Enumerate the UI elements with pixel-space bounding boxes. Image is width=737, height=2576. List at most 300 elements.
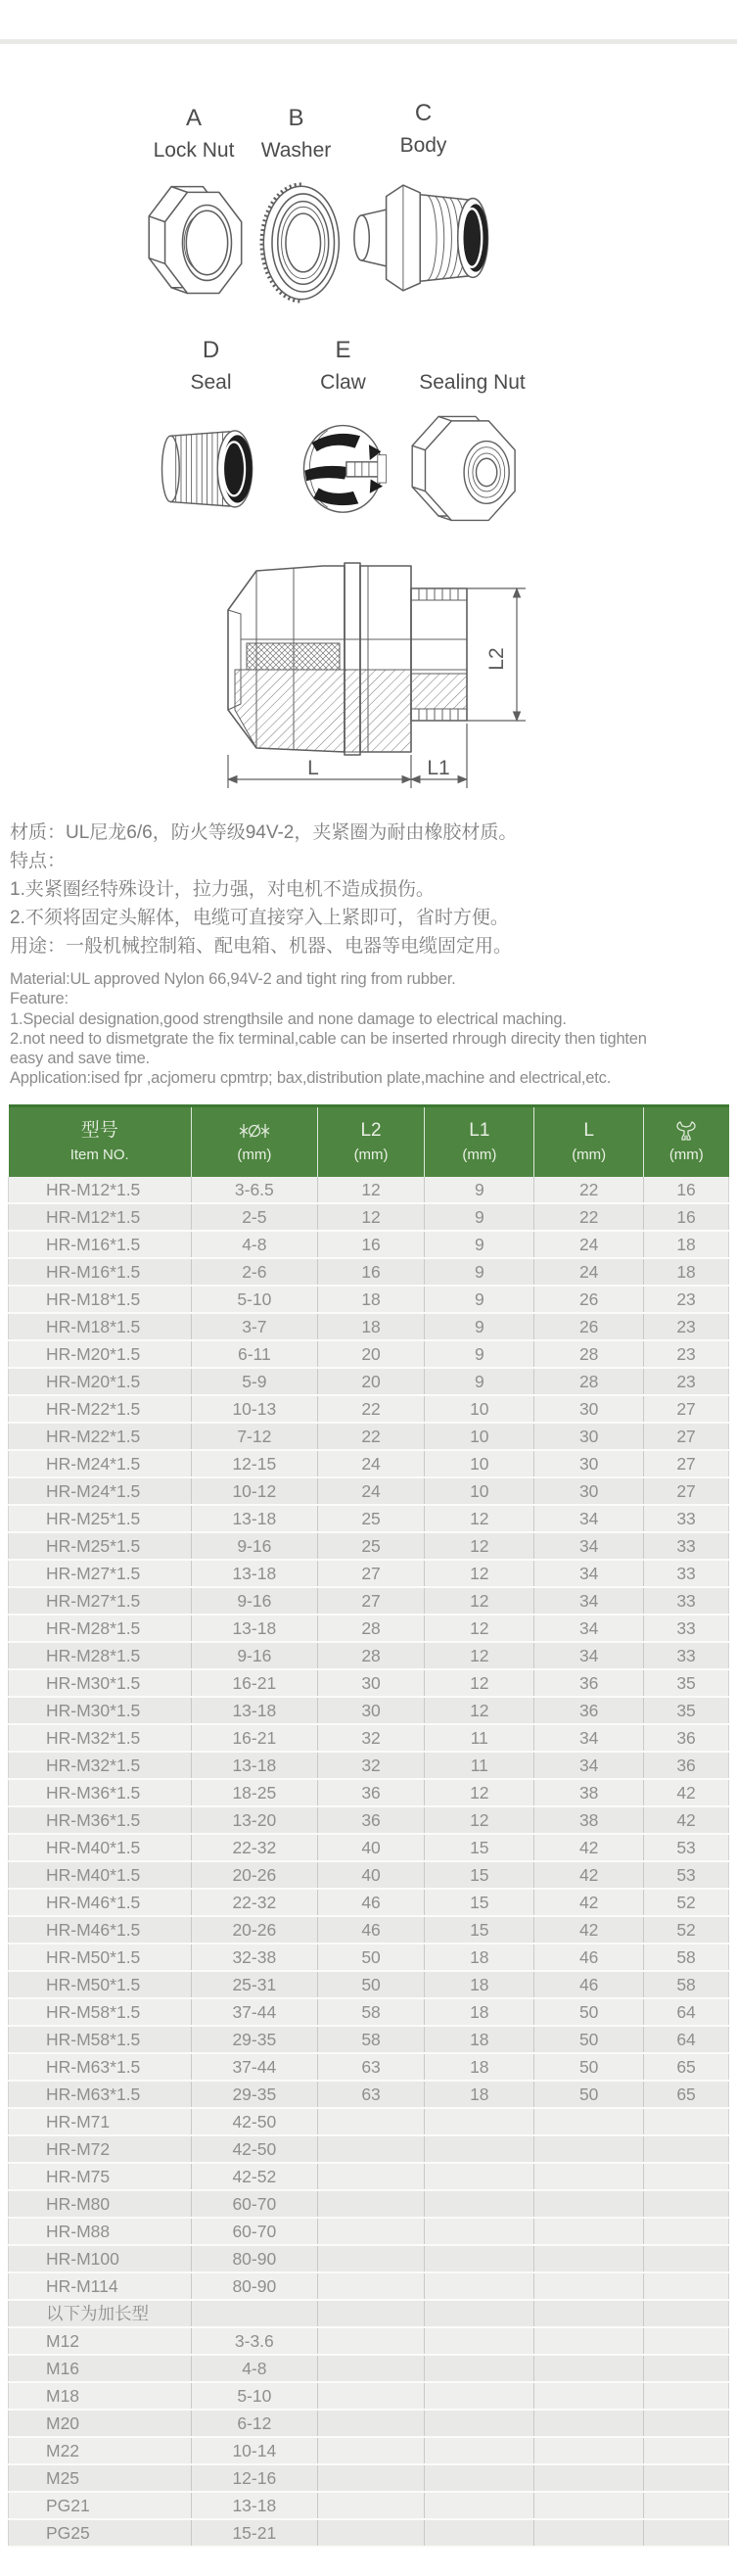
value-cell: 9 <box>425 1368 534 1395</box>
table-row <box>9 2245 729 2272</box>
item-no-cell: HR-M63*1.5 <box>9 2081 192 2108</box>
value-cell: 4-8 <box>191 1231 317 1258</box>
item-no-cell: HR-M75 <box>9 2163 192 2190</box>
value-cell: 5-9 <box>191 1368 317 1395</box>
value-cell: 12 <box>317 1203 425 1231</box>
value-cell: 42 <box>534 1889 644 1916</box>
value-cell: 42-50 <box>191 2108 317 2135</box>
value-cell <box>644 2492 729 2519</box>
part-name: Lock Nut <box>153 139 235 162</box>
value-cell: 58 <box>317 2026 425 2053</box>
item-no-cell: HR-M50*1.5 <box>9 1971 192 1998</box>
value-cell: 42 <box>534 1861 644 1889</box>
value-cell: 15 <box>425 1889 534 1916</box>
en-feature-2b: easy and save time. <box>10 1050 150 1068</box>
value-cell: 42 <box>644 1779 729 1806</box>
value-cell: 18 <box>425 1944 534 1971</box>
dim-l1-label: L1 <box>427 757 450 779</box>
value-cell <box>425 2410 534 2437</box>
part-letter: B <box>288 105 304 131</box>
item-no-cell: M22 <box>9 2437 192 2464</box>
value-cell <box>644 2300 729 2327</box>
value-cell: 34 <box>534 1505 644 1532</box>
table-row <box>9 2081 729 2108</box>
part-name: Sealing Nut <box>419 371 526 394</box>
item-no-cell: HR-M32*1.5 <box>9 1752 192 1779</box>
value-cell <box>425 2272 534 2300</box>
value-cell: 22 <box>534 1203 644 1231</box>
value-cell <box>191 2300 317 2327</box>
value-cell: 30 <box>317 1669 425 1697</box>
value-cell <box>425 2135 534 2163</box>
item-no-cell: HR-M63*1.5 <box>9 2053 192 2081</box>
value-cell <box>317 2519 425 2547</box>
value-cell: 22 <box>534 1177 644 1203</box>
value-cell <box>425 2190 534 2218</box>
table-row <box>9 1889 729 1916</box>
value-cell: 65 <box>644 2053 729 2081</box>
cn-feature-2: 2.不须将固定头解体，电缆可直接穿入上紧即可，省时方便。 <box>10 908 509 928</box>
item-no-cell: HR-M30*1.5 <box>9 1669 192 1697</box>
item-no-cell: HR-M12*1.5 <box>9 1203 192 1231</box>
table-row <box>9 1752 729 1779</box>
value-cell: 11 <box>425 1724 534 1752</box>
value-cell: 30 <box>317 1697 425 1724</box>
value-cell <box>317 2218 425 2245</box>
item-no-cell: HR-M22*1.5 <box>9 1423 192 1450</box>
value-cell: 60-70 <box>191 2190 317 2218</box>
table-row <box>9 1395 729 1423</box>
value-cell <box>534 2135 644 2163</box>
value-cell: 12-15 <box>191 1450 317 1477</box>
value-cell: 42 <box>534 1834 644 1861</box>
item-no-cell: HR-M25*1.5 <box>9 1505 192 1532</box>
value-cell: 9 <box>425 1286 534 1313</box>
value-cell: 12-16 <box>191 2464 317 2492</box>
value-cell <box>317 2300 425 2327</box>
en-material-line: Material:UL approved Nylon 66,94V-2 and tight ring from rubber. <box>10 970 456 988</box>
value-cell: 65 <box>644 2081 729 2108</box>
value-cell <box>644 2437 729 2464</box>
value-cell: 28 <box>534 1368 644 1395</box>
value-cell: 28 <box>317 1615 425 1642</box>
value-cell: 36 <box>317 1779 425 1806</box>
value-cell: 63 <box>317 2081 425 2108</box>
value-cell: 80-90 <box>191 2272 317 2300</box>
table-row <box>9 2492 729 2519</box>
value-cell: 25 <box>317 1532 425 1560</box>
table-row <box>9 1615 729 1642</box>
table-row <box>9 1505 729 1532</box>
top-divider <box>0 39 737 44</box>
value-cell: 2-5 <box>191 1203 317 1231</box>
value-cell: 12 <box>425 1560 534 1587</box>
value-cell: 27 <box>317 1560 425 1587</box>
table-row <box>9 1697 729 1724</box>
col-header-l1-unit: (mm) <box>462 1147 497 1163</box>
value-cell: 3-6.5 <box>191 1177 317 1203</box>
col-header-item-no <box>9 1106 192 1178</box>
value-cell: 30 <box>534 1395 644 1423</box>
value-cell: 18 <box>425 1971 534 1998</box>
item-no-cell: HR-M28*1.5 <box>9 1615 192 1642</box>
value-cell: 58 <box>317 1998 425 2026</box>
value-cell: 18 <box>644 1231 729 1258</box>
table-row <box>9 1258 729 1286</box>
body-drawing <box>338 163 514 311</box>
table-row <box>9 1971 729 1998</box>
value-cell <box>534 2300 644 2327</box>
value-cell <box>425 2300 534 2327</box>
item-no-cell: HR-M36*1.5 <box>9 1806 192 1834</box>
value-cell <box>317 2464 425 2492</box>
value-cell <box>317 2355 425 2382</box>
value-cell: 6-12 <box>191 2410 317 2437</box>
value-cell <box>534 2437 644 2464</box>
table-row <box>9 2053 729 2081</box>
value-cell <box>317 2163 425 2190</box>
table-row <box>9 1916 729 1944</box>
value-cell <box>534 2382 644 2410</box>
item-no-cell: HR-M18*1.5 <box>9 1286 192 1313</box>
col-header-l2-label: L2 <box>360 1120 382 1141</box>
table-row <box>9 2135 729 2163</box>
value-cell: 12 <box>425 1532 534 1560</box>
dim-l2-label: L2 <box>485 647 508 671</box>
value-cell: 9 <box>425 1258 534 1286</box>
value-cell <box>317 2437 425 2464</box>
value-cell: 42 <box>644 1806 729 1834</box>
sealing-nut-drawing <box>377 399 568 537</box>
value-cell: 60-70 <box>191 2218 317 2245</box>
value-cell: 24 <box>534 1231 644 1258</box>
value-cell <box>425 2492 534 2519</box>
value-cell: 13-18 <box>191 1505 317 1532</box>
part-name: Body <box>399 134 447 157</box>
value-cell: 36 <box>534 1669 644 1697</box>
value-cell: 7-12 <box>191 1423 317 1450</box>
value-cell: 15 <box>425 1834 534 1861</box>
value-cell <box>425 2163 534 2190</box>
col-header-l1 <box>425 1106 534 1178</box>
value-cell: 53 <box>644 1834 729 1861</box>
value-cell: 38 <box>534 1806 644 1834</box>
value-cell <box>425 2245 534 2272</box>
value-cell <box>644 2327 729 2355</box>
item-no-cell: HR-M27*1.5 <box>9 1587 192 1615</box>
value-cell: 34 <box>534 1560 644 1587</box>
value-cell: 63 <box>317 2053 425 2081</box>
table-row <box>9 1861 729 1889</box>
cn-application-line: 用途：一般机械控制箱、配电箱、机器、电器等电缆固定用。 <box>10 936 513 957</box>
value-cell: 16-21 <box>191 1669 317 1697</box>
value-cell: 52 <box>644 1889 729 1916</box>
cable-diameter-icon <box>192 1119 317 1143</box>
table-row <box>9 2026 729 2053</box>
table-row <box>9 2272 729 2300</box>
value-cell <box>425 2327 534 2355</box>
value-cell: 9-16 <box>191 1532 317 1560</box>
part-name: Washer <box>260 139 332 162</box>
value-cell: 13-20 <box>191 1806 317 1834</box>
value-cell: 38 <box>534 1779 644 1806</box>
value-cell <box>534 2218 644 2245</box>
value-cell: 18 <box>425 1998 534 2026</box>
col-header-l-label: L <box>583 1120 594 1141</box>
value-cell: 20 <box>317 1368 425 1395</box>
table-row <box>9 2464 729 2492</box>
value-cell: 36 <box>644 1752 729 1779</box>
value-cell: 50 <box>317 1971 425 1998</box>
part-letter: E <box>335 337 351 363</box>
value-cell: 32 <box>317 1724 425 1752</box>
item-no-cell: PG25 <box>9 2519 192 2547</box>
value-cell: 40 <box>317 1834 425 1861</box>
table-row <box>9 1779 729 1806</box>
value-cell: 6-11 <box>191 1340 317 1368</box>
item-no-cell: HR-M72 <box>9 2135 192 2163</box>
value-cell: 46 <box>534 1971 644 1998</box>
item-no-cell: HR-M40*1.5 <box>9 1861 192 1889</box>
value-cell: 15 <box>425 1861 534 1889</box>
value-cell: 25 <box>317 1505 425 1532</box>
dim-l-label: L <box>307 757 319 779</box>
value-cell <box>644 2355 729 2382</box>
part-letter: C <box>414 100 433 126</box>
value-cell: 9 <box>425 1340 534 1368</box>
value-cell: 26 <box>534 1313 644 1340</box>
value-cell: 23 <box>644 1313 729 1340</box>
value-cell: 9 <box>425 1313 534 1340</box>
table-row <box>9 1203 729 1231</box>
value-cell: 18 <box>425 2026 534 2053</box>
table-header-row <box>9 1106 729 1178</box>
spec-table <box>8 1104 729 2548</box>
value-cell: 18 <box>425 2053 534 2081</box>
value-cell <box>644 2108 729 2135</box>
value-cell: 34 <box>534 1615 644 1642</box>
item-no-cell: HR-M58*1.5 <box>9 2026 192 2053</box>
value-cell <box>644 2272 729 2300</box>
item-no-cell: HR-M100 <box>9 2245 192 2272</box>
value-cell: 50 <box>534 2053 644 2081</box>
value-cell: 13-18 <box>191 1560 317 1587</box>
col-header-clamping-unit: (mm) <box>237 1147 272 1163</box>
col-header-l <box>534 1106 644 1178</box>
item-no-cell: HR-M24*1.5 <box>9 1477 192 1505</box>
item-no-cell: HR-M27*1.5 <box>9 1560 192 1587</box>
item-no-cell: HR-M12*1.5 <box>9 1177 192 1203</box>
value-cell: 28 <box>534 1340 644 1368</box>
value-cell: 28 <box>317 1642 425 1669</box>
value-cell: 9 <box>425 1231 534 1258</box>
value-cell <box>644 2218 729 2245</box>
value-cell: 58 <box>644 1944 729 1971</box>
value-cell: 35 <box>644 1697 729 1724</box>
value-cell: 50 <box>534 2026 644 2053</box>
value-cell: 11 <box>425 1752 534 1779</box>
part-panel-body <box>338 96 509 311</box>
value-cell: 22 <box>317 1395 425 1423</box>
table-row <box>9 1669 729 1697</box>
table-row <box>9 1560 729 1587</box>
value-cell: 12 <box>425 1669 534 1697</box>
spec-table-body <box>9 1177 729 2547</box>
value-cell <box>644 2245 729 2272</box>
value-cell: 23 <box>644 1286 729 1313</box>
value-cell: 13-18 <box>191 1752 317 1779</box>
table-row <box>9 2410 729 2437</box>
col-header-wrench-unit: (mm) <box>668 1147 704 1163</box>
value-cell: 33 <box>644 1560 729 1587</box>
value-cell: 9 <box>425 1203 534 1231</box>
value-cell: 12 <box>425 1806 534 1834</box>
value-cell: 34 <box>534 1532 644 1560</box>
col-header-l2-unit: (mm) <box>353 1147 389 1163</box>
value-cell <box>534 2272 644 2300</box>
value-cell: 42-52 <box>191 2163 317 2190</box>
cn-material-line: 材质：UL尼龙6/6，防火等级94V-2，夹紧圈为耐由橡胶材质。 <box>10 822 518 843</box>
value-cell: 12 <box>425 1505 534 1532</box>
value-cell: 50 <box>534 1998 644 2026</box>
spec-table-section <box>8 1104 729 2548</box>
item-no-cell: HR-M24*1.5 <box>9 1450 192 1477</box>
item-no-cell: HR-M25*1.5 <box>9 1532 192 1560</box>
value-cell: 18 <box>317 1286 425 1313</box>
value-cell: 37-44 <box>191 2053 317 2081</box>
table-row <box>9 2190 729 2218</box>
table-row <box>9 1340 729 1368</box>
value-cell: 34 <box>534 1587 644 1615</box>
col-header-wrench-size <box>644 1106 729 1178</box>
value-cell <box>425 2355 534 2382</box>
value-cell: 80-90 <box>191 2245 317 2272</box>
table-row <box>9 2218 729 2245</box>
value-cell: 13-18 <box>191 2492 317 2519</box>
value-cell: 10 <box>425 1423 534 1450</box>
value-cell: 34 <box>534 1752 644 1779</box>
value-cell: 27 <box>644 1477 729 1505</box>
item-no-cell: HR-M36*1.5 <box>9 1779 192 1806</box>
value-cell: 16 <box>317 1258 425 1286</box>
value-cell <box>644 2382 729 2410</box>
item-no-cell: M16 <box>9 2355 192 2382</box>
item-no-cell: HR-M80 <box>9 2190 192 2218</box>
value-cell: 18 <box>644 1258 729 1286</box>
table-row <box>9 1313 729 1340</box>
table-row <box>9 1368 729 1395</box>
value-cell: 12 <box>425 1615 534 1642</box>
item-no-cell: HR-M46*1.5 <box>9 1889 192 1916</box>
value-cell: 32-38 <box>191 1944 317 1971</box>
table-row <box>9 2163 729 2190</box>
value-cell: 10 <box>425 1477 534 1505</box>
en-application-line: Application:ised fpr ,acjomeru cpmtrp; bax,distribution plate,machine and electrical,etc. <box>10 1069 612 1088</box>
value-cell: 26 <box>534 1286 644 1313</box>
table-row <box>9 2300 729 2327</box>
value-cell: 34 <box>534 1642 644 1669</box>
wrench-icon <box>644 1119 728 1143</box>
value-cell: 37-44 <box>191 1998 317 2026</box>
value-cell <box>644 2519 729 2547</box>
table-row <box>9 1724 729 1752</box>
value-cell: 30 <box>534 1450 644 1477</box>
value-cell <box>534 2464 644 2492</box>
assembly-cross-section-drawing <box>0 541 737 794</box>
item-no-cell: M18 <box>9 2382 192 2410</box>
table-row <box>9 2437 729 2464</box>
value-cell: 29-35 <box>191 2026 317 2053</box>
value-cell: 16 <box>644 1177 729 1203</box>
item-no-cell: HR-M20*1.5 <box>9 1368 192 1395</box>
value-cell: 35 <box>644 1669 729 1697</box>
table-row <box>9 1642 729 1669</box>
value-cell: 22-32 <box>191 1889 317 1916</box>
value-cell <box>317 2245 425 2272</box>
item-no-cell: HR-M30*1.5 <box>9 1697 192 1724</box>
item-no-cell: HR-M50*1.5 <box>9 1944 192 1971</box>
item-no-cell: HR-M88 <box>9 2218 192 2245</box>
item-no-cell: M25 <box>9 2464 192 2492</box>
value-cell: 42 <box>534 1916 644 1944</box>
value-cell: 27 <box>644 1423 729 1450</box>
value-cell: 9-16 <box>191 1642 317 1669</box>
value-cell: 64 <box>644 2026 729 2053</box>
table-row <box>9 1450 729 1477</box>
table-row <box>9 1834 729 1861</box>
value-cell: 18-25 <box>191 1779 317 1806</box>
value-cell: 20-26 <box>191 1916 317 1944</box>
value-cell: 16 <box>644 1203 729 1231</box>
value-cell: 9 <box>425 1177 534 1203</box>
value-cell: 33 <box>644 1587 729 1615</box>
value-cell: 10 <box>425 1395 534 1423</box>
value-cell <box>425 2382 534 2410</box>
table-row <box>9 1423 729 1450</box>
description-chinese <box>10 819 517 960</box>
value-cell: 23 <box>644 1368 729 1395</box>
cn-feature-heading: 特点： <box>10 851 67 871</box>
value-cell: 20-26 <box>191 1861 317 1889</box>
value-cell: 46 <box>317 1916 425 1944</box>
table-row <box>9 2355 729 2382</box>
table-row <box>9 1587 729 1615</box>
item-no-cell: M12 <box>9 2327 192 2355</box>
seal-drawing <box>138 399 285 537</box>
value-cell: 10-13 <box>191 1395 317 1423</box>
table-row <box>9 1806 729 1834</box>
value-cell: 50 <box>534 2081 644 2108</box>
value-cell: 46 <box>534 1944 644 1971</box>
part-name: Seal <box>190 371 232 394</box>
value-cell <box>534 2492 644 2519</box>
value-cell: 30 <box>534 1423 644 1450</box>
item-no-cell: HR-M58*1.5 <box>9 1998 192 2026</box>
value-cell <box>317 2190 425 2218</box>
value-cell <box>317 2135 425 2163</box>
table-row <box>9 1477 729 1505</box>
value-cell: 50 <box>317 1944 425 1971</box>
table-row <box>9 2519 729 2547</box>
value-cell: 58 <box>644 1971 729 1998</box>
col-header-l-unit: (mm) <box>572 1147 607 1163</box>
value-cell: 4-8 <box>191 2355 317 2382</box>
value-cell: 52 <box>644 1916 729 1944</box>
value-cell <box>534 2355 644 2382</box>
value-cell: 30 <box>534 1477 644 1505</box>
item-no-cell: HR-M16*1.5 <box>9 1258 192 1286</box>
value-cell: 12 <box>425 1587 534 1615</box>
